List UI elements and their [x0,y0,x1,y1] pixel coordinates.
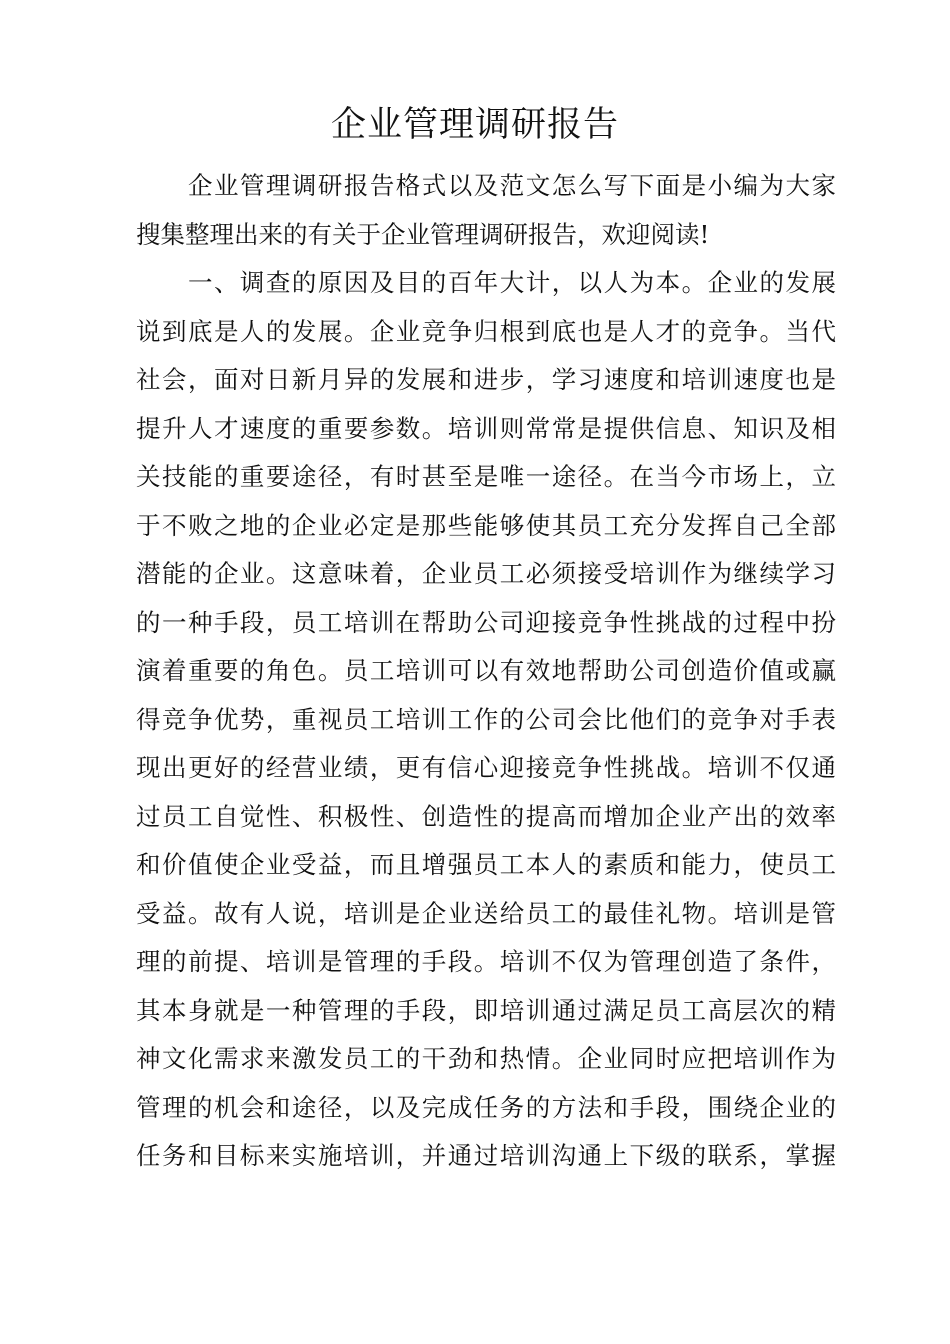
body-line: 于不败之地的企业必定是那些能够使其员工充分发挥自己全部 [136,510,836,540]
document-title: 企业管理调研报告 [330,105,619,145]
body-line: 搜集整理出来的有关于企业管理调研报告，欢迎阅读! [136,219,710,249]
body-line: 说到底是人的发展。企业竞争归根到底也是人才的竞争。当代 [136,316,836,346]
body-line: 神文化需求来激发员工的干劲和热情。企业同时应把培训作为 [136,1044,836,1073]
body-line: 理的前提、培训是管理的手段。培训不仅为管理创造了条件， [136,947,836,976]
body-line: 得竞争优势，重视员工培训工作的公司会比他们的竞争对手表 [136,704,836,734]
body-line: 演着重要的角色。员工培训可以有效地帮助公司创造价值或赢 [136,656,836,685]
document-body [136,162,836,1181]
body-line: 潜能的企业。这意味着，企业员工必须接受培训作为继续学习 [136,559,836,588]
body-line: 任务和目标来实施培训，并通过培训沟通上下级的联系，掌握 [136,1141,836,1170]
body-line: 受益。故有人说，培训是企业送给员工的最佳礼物。培训是管 [136,898,836,928]
body-line: 过员工自觉性、积极性、创造性的提高而增加企业产出的效率 [136,801,836,831]
body-line: 现出更好的经营业绩，更有信心迎接竞争性挑战。培训不仅通 [136,753,836,782]
body-line: 其本身就是一种管理的手段，即培训通过满足员工高层次的精 [136,995,836,1025]
body-line: 关技能的重要途径，有时甚至是唯一途径。在当今市场上，立 [136,462,836,491]
body-line: 社会，面对日新月异的发展和进步，学习速度和培训速度也是 [136,365,836,394]
body-line: 提升人才速度的重要参数。培训则常常是提供信息、知识及相 [136,413,836,443]
body-line: 和价值使企业受益，而且增强员工本人的素质和能力，使员工 [136,850,836,879]
body-line: 企业管理调研报告格式以及范文怎么写下面是小编为大家 [136,171,836,200]
body-line: 管理的机会和途径，以及完成任务的方法和手段，围绕企业的 [136,1092,836,1122]
body-line: 一、调查的原因及目的百年大计，以人为本。企业的发展 [136,268,836,297]
body-line: 的一种手段，员工培训在帮助公司迎接竞争性挑战的过程中扮 [136,607,836,637]
